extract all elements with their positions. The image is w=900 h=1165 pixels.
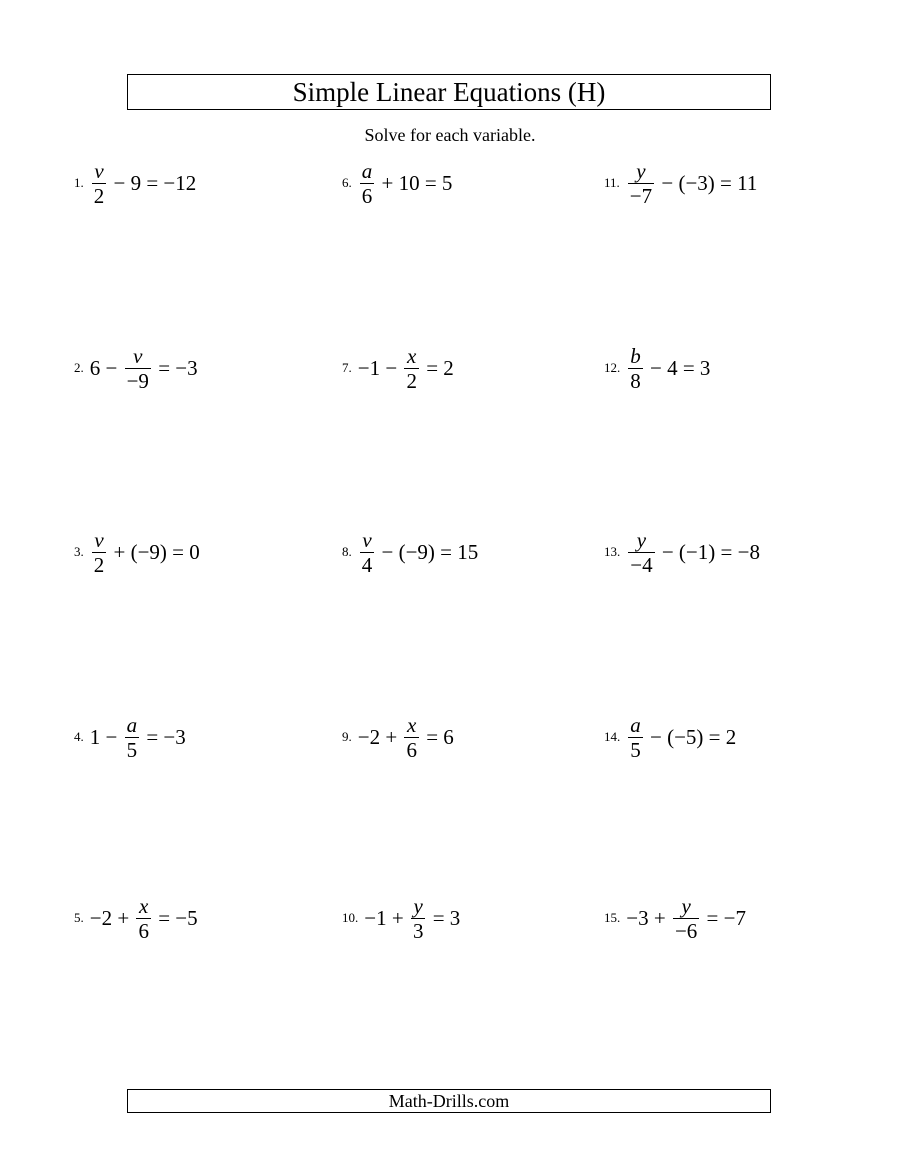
fraction	[404, 712, 419, 762]
numerator: y	[673, 896, 699, 919]
problem-12	[604, 338, 710, 398]
problem-number: 15.	[604, 910, 621, 925]
equation-text: = −5	[152, 906, 198, 930]
problem-number: 2.	[74, 360, 84, 375]
fraction	[360, 158, 375, 208]
fraction	[360, 527, 375, 577]
problem-number: 13.	[604, 544, 621, 559]
problem-2	[74, 338, 198, 398]
equation-text: + (−9) = 0	[108, 540, 200, 564]
equation	[358, 527, 479, 577]
fraction	[125, 712, 140, 762]
equation	[90, 527, 200, 577]
problem-7	[342, 338, 454, 398]
problem-number: 10.	[342, 910, 359, 925]
equation-text: 1 −	[89, 725, 123, 749]
problem-10	[342, 888, 460, 948]
equation	[626, 343, 711, 393]
denominator: 5	[630, 737, 641, 762]
problem-number: 12.	[604, 360, 621, 375]
problem-11	[604, 153, 757, 213]
equation-text: −3 +	[626, 906, 671, 930]
denominator: 2	[93, 552, 105, 577]
denominator: −6	[674, 918, 698, 943]
numerator: a	[361, 158, 373, 183]
equation-text: + 10 = 5	[376, 171, 453, 195]
fraction	[628, 712, 643, 762]
numerator: v	[92, 161, 107, 184]
problem-6	[342, 153, 452, 213]
denominator: 2	[93, 183, 105, 208]
equation-text: = −3	[152, 356, 198, 380]
equation-text: − (−9) = 15	[376, 540, 479, 564]
equation-text: − (−5) = 2	[644, 725, 737, 749]
problem-9	[342, 707, 454, 767]
problem-number: 8.	[342, 544, 352, 559]
denominator: −7	[629, 183, 653, 208]
equation-text: −1 −	[357, 356, 403, 380]
footer: Math-Drills.com	[127, 1089, 771, 1113]
equation	[357, 712, 454, 762]
numerator: a	[126, 712, 138, 737]
problem-number: 11.	[604, 175, 620, 190]
equation-text: 6 −	[89, 356, 123, 380]
numerator: y	[628, 530, 654, 553]
numerator: x	[136, 896, 151, 919]
problem-number: 3.	[74, 544, 84, 559]
denominator: 6	[361, 183, 373, 208]
denominator: 5	[126, 737, 138, 762]
equation-text: = −7	[701, 906, 746, 930]
problem-number: 6.	[342, 175, 352, 190]
denominator: 3	[412, 918, 424, 943]
instructions: Solve for each variable.	[364, 125, 536, 145]
problem-number: 9.	[342, 729, 352, 744]
problem-5	[74, 888, 198, 948]
fraction	[125, 343, 151, 393]
numerator: x	[404, 715, 419, 738]
problem-13	[604, 522, 760, 582]
equation-text: = −3	[141, 725, 186, 749]
fraction	[92, 527, 107, 577]
equation	[626, 527, 760, 577]
numerator: y	[411, 896, 426, 919]
equation	[357, 343, 454, 393]
fraction	[628, 343, 643, 393]
numerator: v	[360, 530, 375, 553]
denominator: 6	[138, 918, 149, 943]
equation	[626, 893, 746, 943]
equation	[89, 893, 198, 943]
denominator: 2	[406, 368, 417, 393]
fraction	[628, 158, 654, 208]
equation-text: − (−1) = −8	[656, 540, 760, 564]
fraction	[404, 343, 419, 393]
problem-number: 7.	[342, 360, 352, 375]
equation	[364, 893, 461, 943]
equation-text: − 4 = 3	[644, 356, 711, 380]
equation	[89, 712, 186, 762]
equation-text: = 2	[420, 356, 454, 380]
worksheet-title: Simple Linear Equations (H)	[127, 74, 771, 110]
equation-text: −2 +	[357, 725, 403, 749]
fraction	[136, 893, 151, 943]
problem-number: 5.	[74, 910, 84, 925]
problem-number: 4.	[74, 729, 84, 744]
fraction	[673, 893, 699, 943]
numerator: a	[630, 712, 641, 737]
numerator: x	[404, 346, 419, 369]
problem-3	[74, 522, 200, 582]
fraction	[92, 158, 107, 208]
denominator: 8	[630, 368, 641, 393]
equation	[90, 158, 197, 208]
equation-text: − 9 = −12	[108, 171, 197, 195]
equation	[626, 712, 737, 762]
numerator: v	[125, 346, 151, 369]
problem-number: 14.	[604, 729, 621, 744]
equation	[89, 343, 198, 393]
equation	[626, 158, 758, 208]
denominator: −9	[126, 368, 149, 393]
numerator: y	[628, 161, 654, 184]
denominator: −4	[630, 552, 653, 577]
problem-4	[74, 707, 186, 767]
equation-text: −1 +	[364, 906, 409, 930]
numerator: b	[630, 343, 641, 368]
fraction	[411, 893, 426, 943]
equation-text: − (−3) = 11	[656, 171, 758, 195]
problem-1	[74, 153, 196, 213]
equation-text: = 6	[420, 725, 454, 749]
problem-14	[604, 707, 736, 767]
equation	[358, 158, 453, 208]
denominator: 4	[361, 552, 373, 577]
problem-15	[604, 888, 746, 948]
equation-text: = 3	[427, 906, 461, 930]
equation-text: −2 +	[89, 906, 135, 930]
denominator: 6	[406, 737, 417, 762]
fraction	[628, 527, 654, 577]
problem-8	[342, 522, 478, 582]
numerator: v	[92, 530, 107, 553]
problem-number: 1.	[74, 175, 84, 190]
